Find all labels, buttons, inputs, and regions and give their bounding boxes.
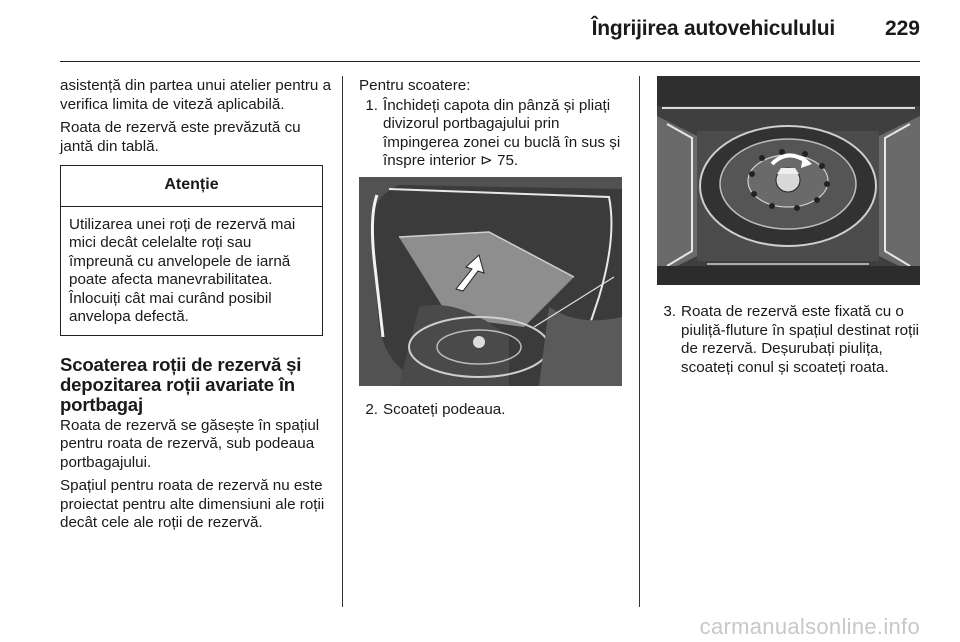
- column-divider-left: [342, 76, 343, 607]
- step-item: [657, 303, 927, 377]
- paragraph: asistență din partea unui atelier pentru a verifica limita de viteză aplicabilă.: [60, 77, 332, 113]
- column-divider-right: [639, 76, 640, 607]
- header-rule: [60, 61, 920, 62]
- step-text: Scoateți podeaua.: [383, 400, 506, 418]
- page-number: 229: [884, 17, 920, 40]
- paragraph: Roata de rezervă se găsește în spațiul pentru roata de rezervă, sub podeaua portbagajului.: [60, 416, 320, 471]
- section-heading: Scoaterea roții de rezervă și depozitarea roții avariate în portbagaj: [60, 353, 302, 415]
- trunk-floor-drawing: [359, 177, 622, 386]
- notice-body: Utilizarea unei roți de rezervă mai mici decât celelalte roți sau împreună cu anvelopele de iarnă poate afecta manevrabilitatea. Înlocuiți cât mai curând posibil anvelopa defectă.: [69, 215, 296, 325]
- step-text: Roata de rezervă este fixată cu o piuliță-fluture în spațiul destinat roții de rezervă. Deșurubați piulița, scoateți conul și scoateți roata.: [681, 303, 920, 376]
- notice-box: [60, 165, 323, 336]
- trunk-floor-illustration: [359, 177, 622, 386]
- step-number: 2.: [365, 400, 378, 418]
- column-3: [657, 77, 927, 377]
- site-watermark: carmanualsonline.info: [699, 614, 920, 639]
- step-number: 1.: [365, 96, 378, 114]
- step-text: Închideți capota din pânză și pliați divizorul portbagajului prin împingerea zonei cu buclă în sus și înspre interior ⊳ 75.: [383, 96, 621, 169]
- paragraph: Roata de rezervă este prevăzută cu jantă din tablă.: [60, 119, 301, 155]
- paragraph: Pentru scoatere:: [359, 77, 471, 94]
- column-1: [60, 77, 335, 538]
- step-number: 3.: [663, 303, 676, 320]
- step-item: [359, 97, 629, 171]
- paragraph: Spațiul pentru roata de rezervă nu este proiectat pentru alte dimensiuni ale roții decât cele ale roții de rezervă.: [60, 477, 325, 531]
- notice-title: Atenție: [61, 166, 322, 207]
- step-item: [359, 401, 629, 420]
- running-header-title: Îngrijirea autovehiculului: [591, 17, 835, 40]
